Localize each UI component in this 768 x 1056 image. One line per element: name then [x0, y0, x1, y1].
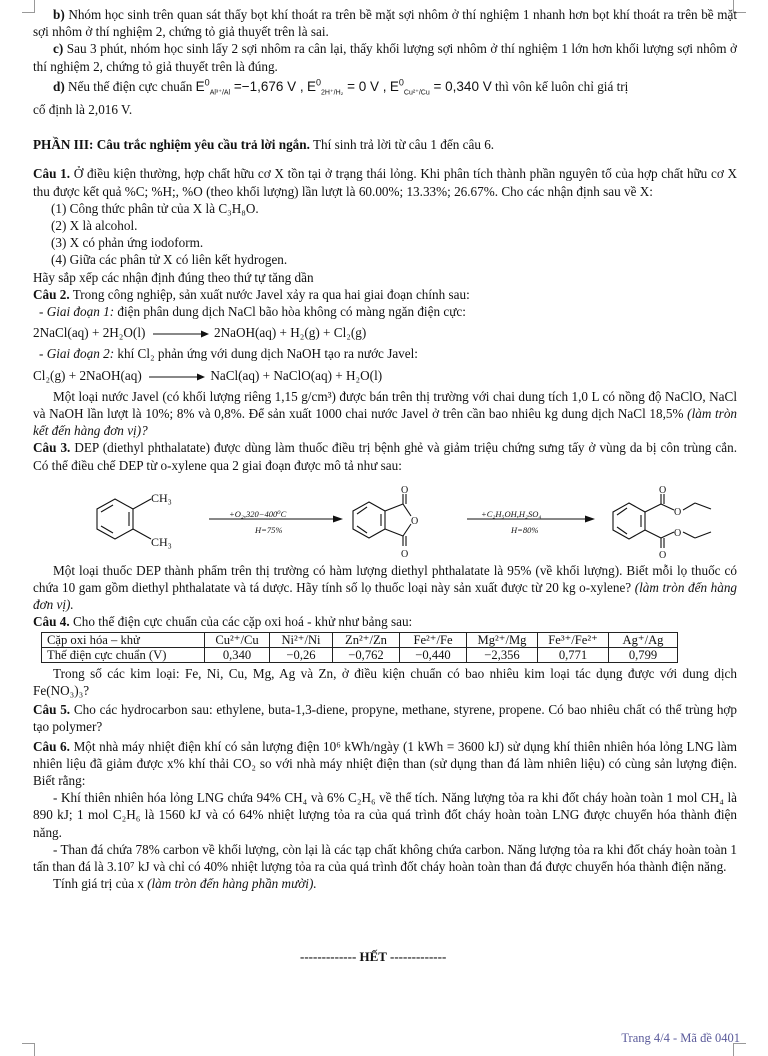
synthesis-scheme-drawing [33, 476, 737, 558]
end-marker: ------------- HẾT ------------- [300, 949, 447, 964]
table-row: Cặp oxi hóa – khử Cu²⁺/Cu Ni²⁺/Ni Zn²⁺/Zn Fe²⁺/Fe Mg²⁺/Mg Fe³⁺/Fe²⁺ Ag⁺/Ag [42, 632, 678, 647]
dep-benzene-ring [613, 503, 645, 539]
question-2: Câu 2. Trong công nghiệp, sản xuất nước Javel xảy ra qua hai giai đoạn chính sau: [33, 286, 470, 302]
oxygen-anhydride-top: O [401, 484, 409, 496]
q1-item-3: (3) X có phản ứng iodoform. [51, 235, 204, 251]
part3-heading: PHẦN III: Câu trắc nghiệm yêu cầu trả lời ngắn. Thí sinh trả lời từ câu 1 đến câu 6. [33, 137, 495, 153]
oxygen-dep-top-ester: O [674, 506, 682, 518]
q1-item-4: (4) Giữa các phân tử X có liên kết hydrogen. [51, 252, 288, 268]
question-6: Câu 6. Một nhà máy nhiệt điện khí có sản lượng điện 10⁶ kWh/ngày (1 kWh = 3600 kJ) sử dụng khí thiên nhiên hóa lỏng LNG làm nhiên liệu đã giảm được x% khí thải CO₂ so với nhà máy nhiệt điện than (sử dụng than đá làm nhiên liệu) có cùng sản lượng điện. Biết rằng: [33, 738, 738, 788]
oxygen-dep-bottom-carbonyl: O [659, 549, 667, 561]
reaction-arrow-icon [149, 329, 211, 339]
statement-b: b) Nhóm học sinh trên quan sát thấy bọt khí thoát ra trên bề mặt sợi nhôm ở thí nghiệm 1 nhanh hơn bọt khí thoát ra trên bề mặt sợi nhôm ở thí nghiệm 2, chứng tỏ giả thuyết trên là sai. [33, 7, 738, 40]
question-3: Câu 3. DEP (diethyl phthalatate) được dùng làm thuốc điều trị bệnh ghẻ và giảm triệu chứng sưng tấy ở vùng da bị côn trùng cắn. Có thể điều chế DEP từ o-xylene qua 2 giai đoạn được mô tả như sau: [33, 440, 737, 473]
potential-cu: $E^0_{Cu^{2+}/Cu} = 0,340$ V [389, 77, 492, 97]
oxygen-dep-top-carbonyl: O [659, 484, 667, 496]
question-5: Câu 5. Cho các hydrocarbon sau: ethylene, buta-1,3-diene, propyne, methane, styrene, propene. Có bao nhiêu chất có thể trùng hợp tạo polymer? [33, 702, 737, 735]
table-row: Thế điện cực chuẩn (V) 0,340 −0,26 −0,762 −0,440 −2,356 0,771 0,799 [42, 647, 678, 662]
corner-mark-bottom-left [22, 1043, 35, 1056]
anhydride-benzene-ring [353, 502, 385, 538]
q2-paragraph: Một loại nước Javel (có khối lượng riêng 1,15 g/cm³) được bán trên thị trường với chai dung tích 1,0 L có nồng độ NaClO, NaCl và NaOH lần lượt là 10%; 8% và 0,8%. Để sản xuất 1000 chai nước Javel ở trên cần bao nhiêu kg dung dịch NaCl 18,5% (làm tròn kết đến hàng đơn vị)? [33, 388, 738, 439]
arrow-2-head [585, 515, 595, 522]
q1-ask: Hãy sắp xếp các nhận định đúng theo thứ tự tăng dần [33, 269, 314, 285]
arrow-2-yield: H=80% [511, 524, 539, 535]
potential-h: $E^0_{2H^+/H_2} = 0$ V , [306, 77, 387, 97]
reaction-arrow-icon [145, 372, 207, 382]
ch3-bottom-label: CH₃ [151, 534, 172, 549]
oxygen-dep-bottom-ester: O [674, 527, 682, 539]
question-4: Câu 4. Cho thế điện cực chuẩn của các cặp oxi hoá - khử như bảng sau: [33, 614, 413, 630]
oxygen-anhydride-ring: O [411, 515, 419, 527]
q6-paragraph-lng: - Khí thiên nhiên hóa lỏng LNG chứa 94% CH₄ và 6% C₂H₆ về thể tích. Năng lượng tỏa ra khi đốt cháy hoàn toàn 1 mol CH₄ là 890 kJ; 1 mol C₂H₆ là 1560 kJ và có 64% nhiệt lượng tỏa ra của quá trình đốt cháy hoàn toàn LNG được chuyển hóa thành điện năng. [33, 790, 737, 840]
arrow-1-yield: H=75% [255, 524, 283, 535]
q2-stage-1: - Giai đoạn 1: điện phân dung dịch NaCl bão hòa không có màng ngăn điện cực: [39, 304, 466, 320]
dep-synthesis-scheme [33, 476, 737, 561]
statement-c: c) Sau 3 phút, nhóm học sinh lấy 2 sợi nhôm ra cân lại, thấy khối lượng sợi nhôm ở thí nghiệm 1 lớn hơn khối lượng sợi nhôm ở thí nghiệm 2, chứng tỏ giả thuyết trên là đúng. [33, 41, 737, 74]
q4-paragraph: Trong số các kim loại: Fe, Ni, Cu, Mg, Ag và Zn, ở điều kiện chuẩn có bao nhiêu kim loại tác dụng được với dung dịch Fe(NO₃)₃? [33, 665, 737, 698]
statement-d: d) Nếu thế điện cực chuẩn $E^0_{Al^{3+}/Al} =-1,676$ V , $E^0_{2H^+/H_2} = 0$ V , $E^0_{Cu^{2+}/Cu} = 0,340$ V thì vôn kế luôn chỉ giá trị [53, 77, 629, 97]
arrow-2-condition: +C₂H₅OH,H₂SO₄ [481, 508, 542, 519]
question-1: Câu 1. Ở điều kiện thường, hợp chất hữu cơ X tồn tại ở trạng thái lỏng. Khi phân tích thành phần nguyên tố của hợp chất hữu cơ X thu được kết quả %C; %H;, %O (theo khối lượng) lần lượt là 60.00%; 13.33%; 26.67%. Cho các nhận định sau về X: [33, 166, 738, 199]
potential-table [41, 632, 678, 663]
exam-page [33, 6, 737, 892]
q3-paragraph: Một loại thuốc DEP thành phẩm trên thị trường có hàm lượng diethyl phthalatate là 95% (về khối lượng). Biết mỗi lọ thuốc có chứa 10 gam gồm diethyl phthalatate và tá dược. Hãy tính số lọ thuốc loại này sản xuất được từ 20 kg o-xylene? (làm tròn đến hàng đơn vị). [33, 562, 738, 613]
page-footer: Trang 4/4 - Mã đề 0401 [621, 1031, 740, 1045]
q2-equation-2: Cl₂(g) + 2NaOH(aq) NaCl(aq) + NaClO(aq) + H₂O(l) [33, 367, 383, 383]
statement-d-end: cố định là 2,016 V. [33, 102, 133, 118]
q1-item-2: (2) X là alcohol. [51, 218, 138, 234]
q6-paragraph-coal: - Than đá chứa 78% carbon về khối lượng, còn lại là các tạp chất không chứa carbon. Năng lượng tỏa ra khi đốt cháy hoàn toàn 1 tấn than đá là 3.10⁷ kJ và chỉ có 40% nhiệt lượng tỏa ra của quá trình đốt cháy hoàn toàn than đá được chuyển hóa thành điện năng. [33, 841, 737, 874]
potential-al: $E^0_{Al^{3+}/Al} =-1,676$ V , [195, 77, 304, 97]
o-xylene-ring [97, 499, 133, 539]
q2-equation-1: 2NaCl(aq) + 2H₂O(l) 2NaOH(aq) + H₂(g) + Cl₂(g) [33, 325, 367, 341]
arrow-1-condition: +O₂,320−400⁰C [229, 508, 287, 519]
q6-ask: Tính giá trị của x (làm tròn đến hàng phần mười). [53, 876, 317, 892]
q2-stage-2: - Giai đoạn 2: khí Cl₂ phản ứng với dung dịch NaOH tạo ra nước Javel: [39, 346, 418, 362]
q1-item-1: (1) Công thức phân tử của X là C₃H₈O. [51, 200, 259, 216]
arrow-1-head [333, 515, 343, 522]
oxygen-anhydride-bottom: O [401, 548, 409, 560]
ch3-top-label: CH₃ [151, 490, 172, 505]
